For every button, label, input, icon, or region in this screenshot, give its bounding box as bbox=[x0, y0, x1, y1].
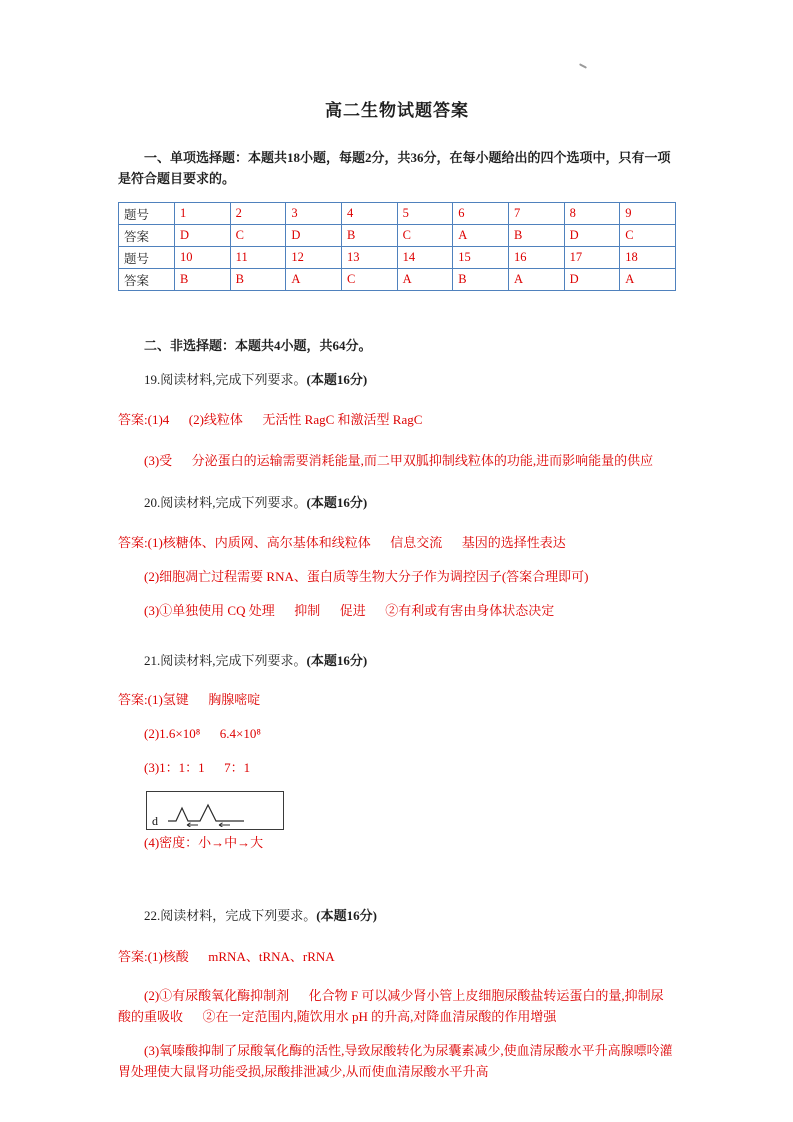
question-20-prompt-text: 20.阅读材料,完成下列要求。 bbox=[144, 495, 307, 511]
question-22-points: (本题16分) bbox=[316, 907, 377, 923]
answer-cell: C bbox=[620, 225, 676, 247]
answer-22-line-3: (3)氧嗪酸抑制了尿酸氧化酶的活性,导致尿酸转化为尿囊素减少,使血清尿酸水平升高腺嘌呤灌胃处理使大鼠肾功能受损,尿酸排泄减少,从而使血清尿酸水平升高 bbox=[118, 1042, 673, 1079]
answer-cell: 15 bbox=[453, 247, 509, 269]
answer-19-line-2: (3)受 分泌蛋白的运输需要消耗能量,而二甲双胍抑制线粒体的功能,进而影响能量的供应 bbox=[144, 453, 654, 469]
answer-cell: A bbox=[620, 269, 676, 291]
answer-cell: 12 bbox=[286, 247, 342, 269]
answer-21-line-4: (4)密度：小→中→大 bbox=[144, 834, 264, 850]
answer-cell: 6 bbox=[453, 203, 509, 225]
answer-cell: 18 bbox=[620, 247, 676, 269]
row-label: 答案 bbox=[119, 225, 175, 247]
answer-cell: 11 bbox=[230, 247, 286, 269]
question-20-prompt bbox=[118, 492, 676, 513]
table-row-qnum-1 bbox=[119, 203, 676, 225]
answer-21-line-1: 答案:(1)氢键 胸腺嘧啶 bbox=[118, 691, 261, 707]
question-21-prompt-text: 21.阅读材料,完成下列要求。 bbox=[144, 653, 307, 669]
section-non-choice-heading: 二、非选择题：本题共4小题，共64分。 bbox=[144, 338, 372, 354]
answer-cell: 14 bbox=[397, 247, 453, 269]
question-20-points: (本题16分) bbox=[306, 495, 368, 511]
answer-cell: A bbox=[453, 225, 509, 247]
answer-cell: D bbox=[286, 225, 342, 247]
question-19-points: (本题16分) bbox=[306, 372, 368, 388]
table-row-answer-2 bbox=[119, 269, 676, 291]
answer-20-line-3: (3)①单独使用 CQ 处理 抑制 促进 ②有利或有害由身体状态决定 bbox=[144, 603, 555, 619]
answer-cell: C bbox=[230, 225, 286, 247]
answer-cell: A bbox=[286, 269, 342, 291]
answer-cell: 2 bbox=[230, 203, 286, 225]
question-22-prompt bbox=[118, 905, 676, 926]
answer-20-line-2: (2)细胞凋亡过程需要 RNA、蛋白质等生物大分子作为调控因子(答案合理即可) bbox=[144, 569, 589, 585]
answer-cell: 3 bbox=[286, 203, 342, 225]
answer-19-line-1: 答案:(1)4 (2)线粒体 无活性 RagC 和激活型 RagC bbox=[118, 412, 423, 428]
answer-cell: 17 bbox=[564, 247, 620, 269]
density-peaks-icon bbox=[166, 801, 246, 827]
answer-cell: 9 bbox=[620, 203, 676, 225]
answer-21-line-3: (3)1：1：1 7：1 bbox=[144, 759, 251, 775]
answer-cell: 7 bbox=[508, 203, 564, 225]
answer-cell: B bbox=[453, 269, 509, 291]
table-row-answer-1 bbox=[119, 225, 676, 247]
answer-cell: C bbox=[341, 269, 397, 291]
answer-cell: B bbox=[508, 225, 564, 247]
answer-22-line-2: (2)①有尿酸氧化酶抑制剂 化合物 F 可以减少肾小管上皮细胞尿酸盐转运蛋白的量,抑制尿酸的重吸收 ②在一定范围内,随饮用水 pH 的升高,对降血清尿酸的作用增强 bbox=[118, 987, 664, 1024]
answer-key-table bbox=[118, 202, 676, 291]
answer-20-line-1: 答案:(1)核糖体、内质网、高尔基体和线粒体 信息交流 基因的选择性表达 bbox=[118, 535, 566, 551]
answer-cell: 10 bbox=[175, 247, 231, 269]
row-label: 题号 bbox=[119, 203, 175, 225]
answer-cell: 4 bbox=[341, 203, 397, 225]
answer-cell: A bbox=[397, 269, 453, 291]
row-label: 答案 bbox=[119, 269, 175, 291]
answer-cell: B bbox=[175, 269, 231, 291]
question-22-prompt-text: 22.阅读材料，完成下列要求。 bbox=[144, 907, 317, 923]
answer-cell: D bbox=[175, 225, 231, 247]
question-19-prompt bbox=[118, 369, 676, 390]
section-choice-heading: 一、单项选择题：本题共18小题，每题2分，共36分，在每小题给出的四个选项中，只有一项是符合题目要求的。 bbox=[118, 150, 671, 187]
answer-cell: 5 bbox=[397, 203, 453, 225]
answer-cell: B bbox=[230, 269, 286, 291]
answer-cell: 1 bbox=[175, 203, 231, 225]
question-21-prompt bbox=[118, 650, 676, 671]
answer-22-line-1: 答案:(1)核酸 mRNA、tRNA、rRNA bbox=[118, 948, 335, 964]
answer-cell: 8 bbox=[564, 203, 620, 225]
answer-21-line-2: (2)1.6×10⁸ 6.4×10⁸ bbox=[144, 725, 261, 741]
answer-cell: C bbox=[397, 225, 453, 247]
figure-label-d: d bbox=[152, 813, 158, 828]
document-content bbox=[118, 0, 676, 1095]
answer-cell: D bbox=[564, 269, 620, 291]
answer-cell: D bbox=[564, 225, 620, 247]
answer-cell: 16 bbox=[508, 247, 564, 269]
question-19-prompt-text: 19.阅读材料,完成下列要求。 bbox=[144, 372, 307, 388]
answer-cell: A bbox=[508, 269, 564, 291]
density-figure-box bbox=[146, 791, 284, 830]
page-title: 高二生物试题答案 bbox=[325, 101, 469, 120]
table-row-qnum-2 bbox=[119, 247, 676, 269]
row-label: 题号 bbox=[119, 247, 175, 269]
question-21-points: (本题16分) bbox=[306, 653, 368, 669]
answer-cell: B bbox=[341, 225, 397, 247]
answer-cell: 13 bbox=[341, 247, 397, 269]
